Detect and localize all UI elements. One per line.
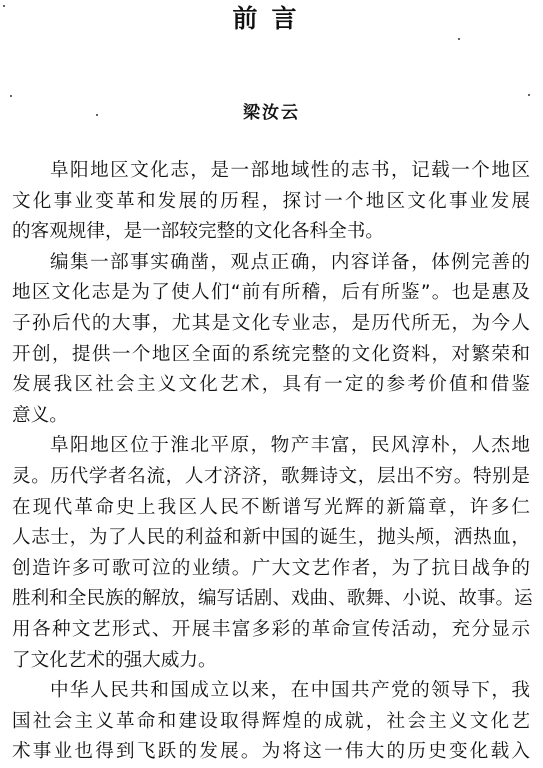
body-text xyxy=(12,156,533,768)
text-line: 阜阳地区文化志，是一部地域性的志书，记载一个地区 xyxy=(50,160,530,181)
text-line: 人志士，为了人民的利益和新中国的诞生，抛头颅，洒热血， xyxy=(12,527,530,549)
text-line: 灵。历代学者名流，人才济济，歌舞诗文，层出不穷。特别是 xyxy=(12,465,530,487)
scan-speck xyxy=(3,5,5,7)
scan-speck xyxy=(10,95,12,97)
text-line: 意义。 xyxy=(12,404,68,426)
page-title: 前言 xyxy=(232,4,311,33)
text-line: 编集一部事实确凿，观点正确，内容详备，体例完善的 xyxy=(50,251,530,273)
text-line: 子孙后代的大事，尤其是文化专业志，是历代所无，为今人 xyxy=(12,312,530,334)
scan-speck xyxy=(96,114,98,116)
scan-speck xyxy=(528,94,530,96)
text-line: 的客观规律，是一部较完整的文化各科全书。 xyxy=(12,221,384,243)
text-line: 术事业也得到飞跃的发展。为将这一伟大的历史变化载入 xyxy=(12,741,530,763)
text-line: 了文化艺术的强大威力。 xyxy=(12,649,217,671)
text-line: 国社会主义革命和建设取得辉煌的成就，社会主义文化艺 xyxy=(12,710,530,732)
text-line: 阜阳地区位于淮北平原，物产丰富，民风淳朴，人杰地 xyxy=(50,435,530,457)
text-line: 文化事业变革和发展的历程，探讨一个地区文化事业发展 xyxy=(12,190,530,212)
text-line: 发展我区社会主义文化艺术，具有一定的参考价值和借鉴 xyxy=(12,374,530,396)
text-line: 用各种文艺形式、开展丰富多彩的革命宣传活动，充分显示 xyxy=(12,618,530,640)
text-line: 开创，提供一个地区全面的系统完整的文化资料，对繁荣和 xyxy=(12,343,530,365)
text-line: 在现代革命史上我区人民不断谱写光辉的新篇章，许多仁 xyxy=(12,496,530,518)
text-line: 创造许多可歌可泣的业绩。广大文艺作者，为了抗日战争的 xyxy=(12,557,530,579)
text-line: 胜利和全民族的解放，编写话剧、戏曲、歌舞、小说、故事。运 xyxy=(12,588,533,610)
text-line: 中华人民共和国成立以来，在中国共产党的领导下，我 xyxy=(50,680,530,702)
author-name: 梁汝云 xyxy=(243,103,300,123)
scan-speck xyxy=(458,38,460,40)
text-line: 地区文化志是为了使人们“前有所稽，后有所鉴”。也是惠及 xyxy=(12,282,530,304)
